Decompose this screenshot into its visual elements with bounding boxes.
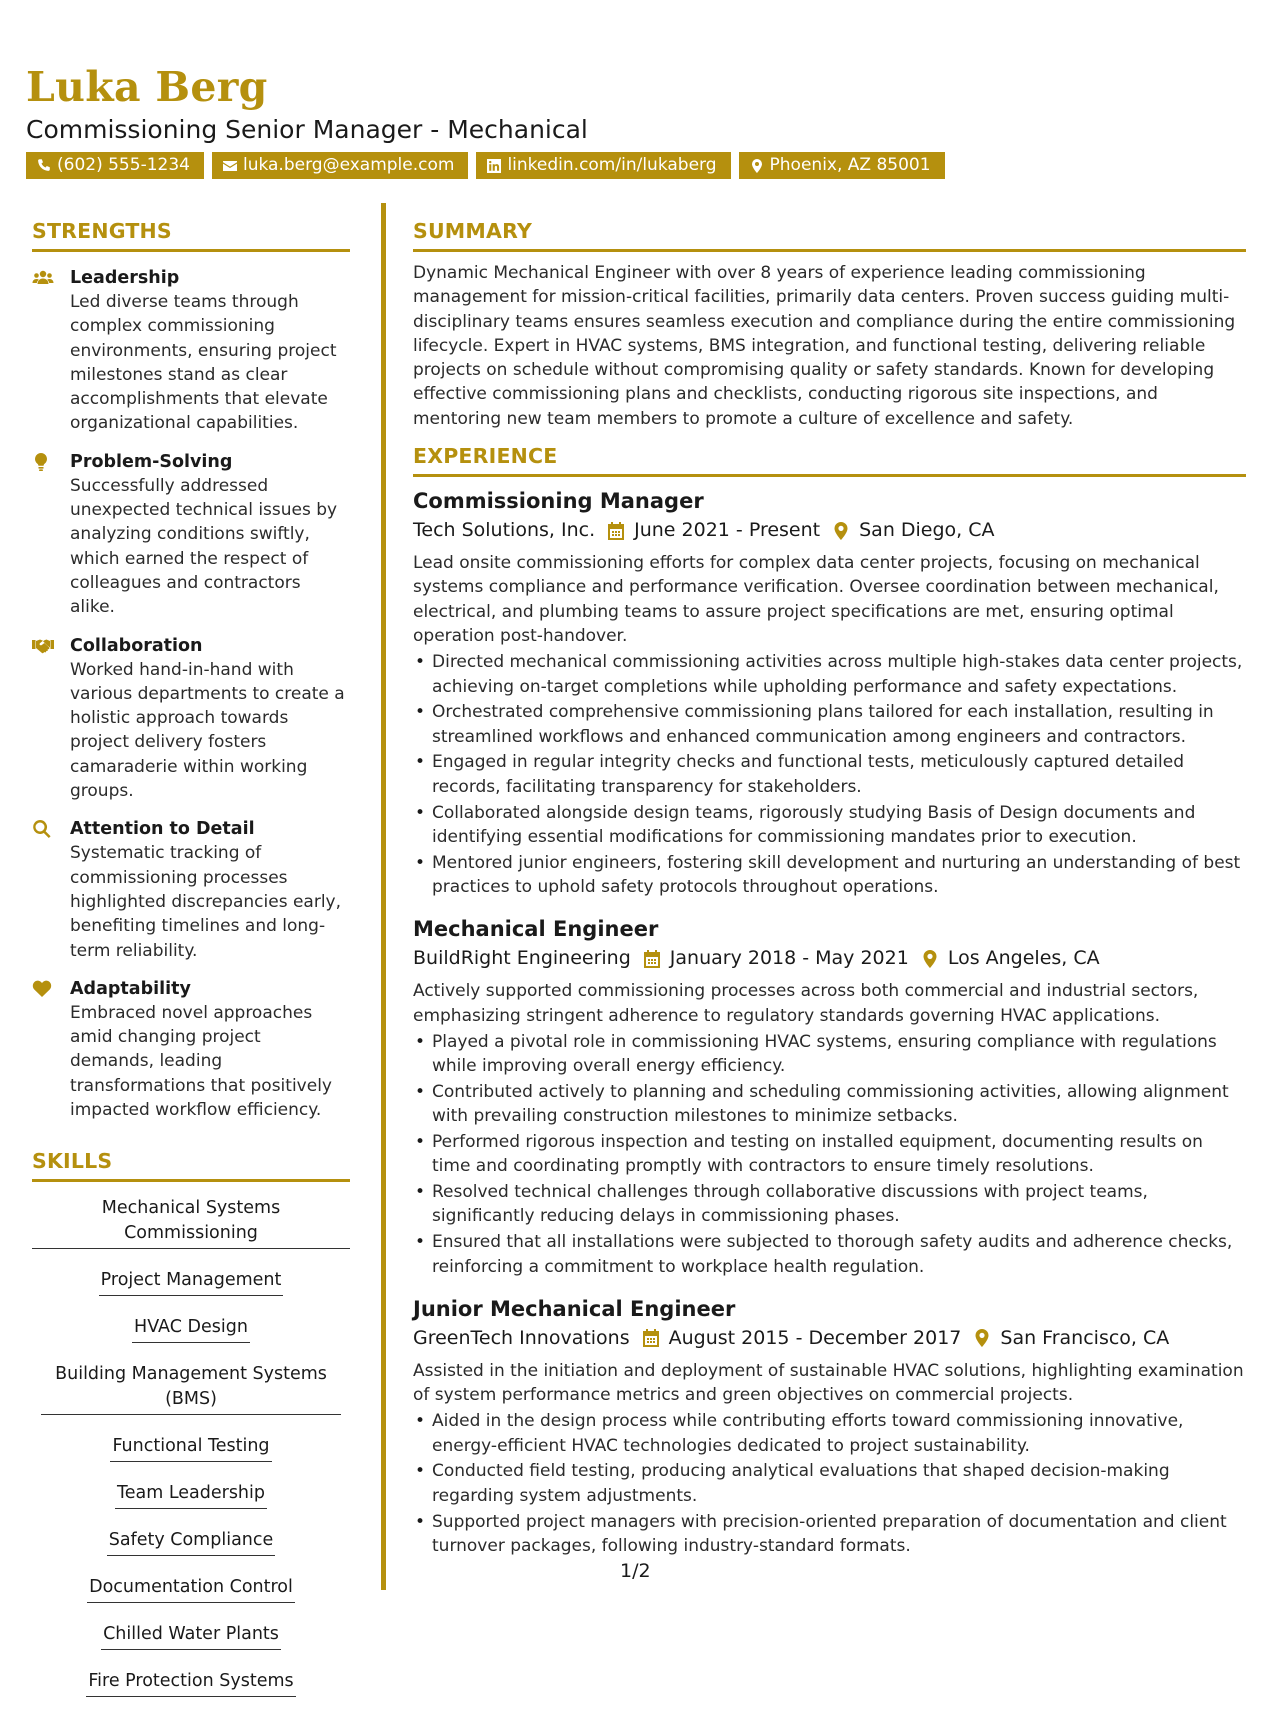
job-entry [413,487,1246,899]
strength-title: Problem-Solving [70,451,233,472]
strength-item [32,266,350,436]
job-description: Lead onsite commissioning efforts for complex data center projects, focusing on mechanical systems compliance and performance verification. Oversee coordination between mechanical, electrical, and plumbing teams to assure project specifications are met, ensuring optimal operation post-handover. [413,553,1219,646]
strength-item [32,450,350,620]
linkedin-text: linkedin.com/in/lukaberg [507,155,717,175]
contact-bar [26,152,1246,179]
job-description: Actively supported commissioning processes across both commercial and industrial sectors, emphasizing stringent adherence to regulatory standards governing HVAC applications. [413,981,1199,1026]
calendar-icon [607,521,625,541]
summary-heading: SUMMARY [413,218,1246,252]
phone-text: (602) 555-1234 [57,155,190,175]
strength-desc: Embraced novel approaches amid changing project demands, leading transformations that positively impacted workflow efficiency. [70,1002,332,1121]
summary-text: Dynamic Mechanical Engineer with over 8 years of experience leading commissioning management for mission-critical facilities, primarily data centers. Proven success guiding multi-disciplinary teams ensures seamless execution and compliance during the entire commissioning lifecycle. Expert in HVAC systems, BMS integration, and functional testing, delivering reliable projects on schedule without compromising quality or safety standards. Known for developing effective commissioning plans and checklists, conducting rigorous site inspections, and mentoring new team members to promote a culture of excellence and safety. [413,263,1236,429]
contact-linkedin[interactable] [476,152,730,179]
map-pin-icon [973,1328,991,1348]
bullet-item: • Mentored junior engineers, fostering skill development and nurturing an understanding of best practices to uphold safety protocols throughout operations. [413,851,1246,900]
bullet-item: • Resolved technical challenges through collaborative discussions with project teams, significantly reducing delays in commissioning phases. [413,1180,1246,1229]
bullet-item: • Engaged in regular integrity checks and functional tests, meticulously captured detailed records, facilitating transparency for stakeholders. [413,750,1246,799]
job-role: Commissioning Manager [413,489,704,514]
calendar-icon [643,949,661,969]
bullet-item: • Supported project managers with precision-oriented preparation of documentation and client turnover packages, following industry-standard formats. [413,1510,1246,1559]
map-pin-icon [832,521,850,541]
email-text: luka.berg@example.com [242,155,455,175]
location-text: Phoenix, AZ 85001 [769,155,931,175]
skills-list [32,1192,350,1712]
handshake-icon [32,636,54,656]
right-column [413,218,1246,1558]
contact-location [739,152,945,179]
skill-tag: Fire Protection Systems [86,1665,295,1697]
skill-tag: Team Leadership [115,1477,267,1509]
job-description: Assisted in the initiation and deployment of sustainable HVAC solutions, highlighting examination of system performance metrics and green objectives on commercial projects. [413,1360,1244,1406]
skill-tag: Project Management [99,1264,284,1296]
job-dates: August 2015 - December 2017 [668,1326,962,1349]
contact-phone[interactable] [26,152,204,179]
strength-desc: Led diverse teams through complex commissioning environments, ensuring project milestones stand as clear accomplishments that elevate organizational capabilities. [70,292,337,434]
job-role: Junior Mechanical Engineer [413,1296,736,1321]
job-entry [413,915,1246,1279]
job-location: Los Angeles, CA [947,947,1100,970]
job-location: San Diego, CA [859,519,995,542]
map-pin-icon [749,158,765,174]
users-icon [32,268,54,288]
job-dates: June 2021 - Present [634,519,821,542]
skill-tag: Mechanical Systems Commissioning [32,1192,350,1249]
job-dates: January 2018 - May 2021 [669,947,909,970]
linkedin-icon [486,158,502,174]
candidate-title: Commissioning Senior Manager - Mechanical [26,115,588,144]
job-entry [413,1295,1246,1558]
strength-title: Adaptability [70,978,191,999]
strength-item [32,817,350,962]
bullet-item: • Contributed actively to planning and scheduling commissioning activities, allowing alignment with prevailing construction milestones to minimize setbacks. [413,1080,1246,1129]
job-meta [413,517,1246,544]
skill-tag: Safety Compliance [107,1524,276,1556]
bullet-item: • Performed rigorous inspection and testing on installed equipment, documenting results on time and coordinating promptly with contractors to ensure timely resolutions. [413,1130,1246,1179]
bullet-item: • Collaborated alongside design teams, rigorously studying Basis of Design documents and identifying essential modifications for commissioning mandates prior to execution. [413,801,1246,850]
job-location: San Francisco, CA [1000,1326,1170,1349]
strength-desc: Systematic tracking of commissioning processes highlighted discrepancies early, benefiting timelines and long-term reliability. [70,843,342,961]
search-icon [32,819,54,839]
strengths-heading: STRENGTHS [32,218,350,252]
strength-desc: Successfully addressed unexpected technical issues by analyzing conditions swiftly, which earned the respect of colleagues and contractors alike. [70,475,338,618]
calendar-icon [642,1328,660,1348]
experience-heading: EXPERIENCE [413,443,1246,477]
strength-item [32,634,350,804]
strength-item [32,977,350,1122]
bullet-item: • Directed mechanical commissioning activities across multiple high-stakes data center projects, achieving on-target completions while upholding performance and safety expectations. [413,650,1246,699]
page-number: 1/2 [620,1560,651,1582]
heart-icon [32,979,54,999]
envelope-icon [222,158,238,174]
job-bullets [413,1409,1246,1558]
strength-desc: Worked hand-in-hand with various departments to create a holistic approach towards project delivery fosters camaraderie within working groups. [70,659,345,802]
resume-header [26,62,1246,179]
bullet-item: • Conducted field testing, producing analytical evaluations that shaped decision-making regarding system adjustments. [413,1459,1246,1508]
column-divider [381,203,386,1590]
bullet-item: • Played a pivotal role in commissioning HVAC systems, ensuring compliance with regulations while improving overall energy efficiency. [413,1030,1246,1079]
job-bullets [413,650,1246,899]
strength-title: Collaboration [70,635,203,656]
bullet-item: • Aided in the design process while contributing efforts toward commissioning innovative, energy-efficient HVAC technologies dedicated to project sustainability. [413,1409,1246,1458]
job-meta [413,1325,1246,1352]
job-bullets [413,1030,1246,1279]
skill-tag: Documentation Control [87,1571,295,1603]
skill-tag: Functional Testing [110,1430,271,1462]
skill-tag: Chilled Water Plants [101,1618,281,1650]
skills-heading: SKILLS [32,1148,350,1182]
bullet-item: • Ensured that all installations were subjected to thorough safety audits and adherence checks, reinforcing a commitment to workplace health regulation. [413,1230,1246,1279]
skill-tag: Building Management Systems (BMS) [41,1358,341,1415]
bullet-item: • Orchestrated comprehensive commissioning plans tailored for each installation, resulting in streamlined workflows and enhanced communication among engineers and contractors. [413,700,1246,749]
job-company: GreenTech Innovations [413,1326,630,1349]
job-meta [413,945,1246,972]
job-company: BuildRight Engineering [413,947,631,970]
candidate-name: Luka Berg [26,63,268,111]
left-column [32,218,350,1712]
map-pin-icon [921,949,939,969]
strength-title: Attention to Detail [70,819,255,840]
skill-tag: HVAC Design [132,1311,250,1343]
job-company: Tech Solutions, Inc. [413,519,596,542]
phone-icon [36,158,52,174]
contact-email[interactable] [212,152,468,179]
strength-title: Leadership [70,268,180,288]
lightbulb-icon [32,452,54,472]
job-role: Mechanical Engineer [413,917,659,942]
